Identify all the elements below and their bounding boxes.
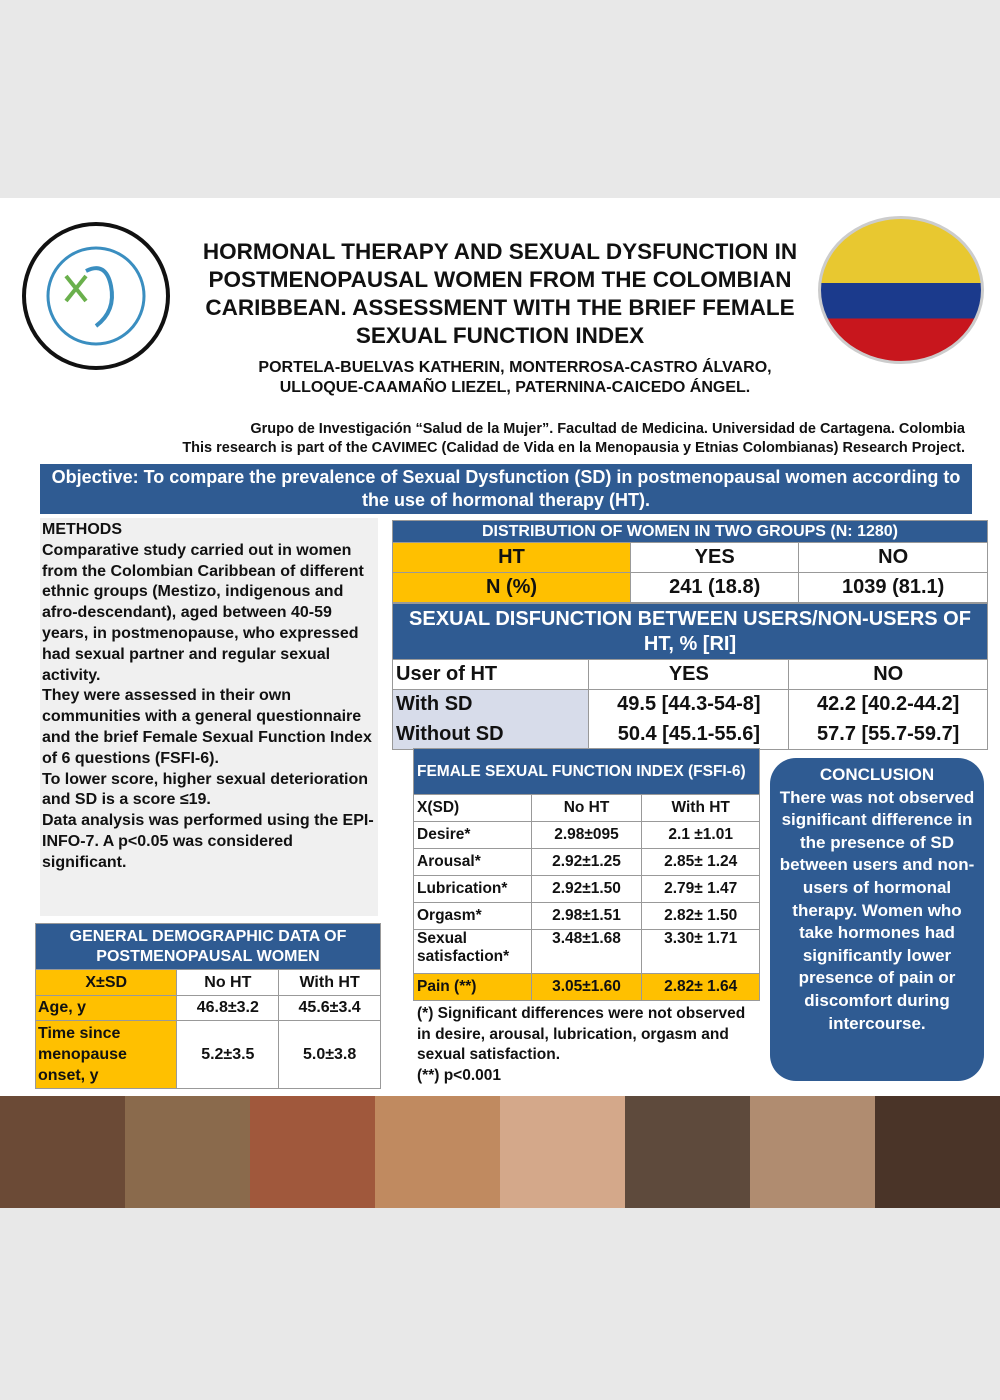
fsfi-heading: FEMALE SEXUAL FUNCTION INDEX (FSFI-6)	[414, 749, 760, 795]
cell: Time since menopause onset, y	[36, 1021, 177, 1089]
cell: 2.1 ±1.01	[642, 822, 760, 849]
cell: 2.82± 1.64	[642, 974, 760, 1001]
authors-line: PORTELA-BUELVAS KATHERIN, MONTERROSA-CASTRO ÁLVARO,	[258, 359, 772, 376]
cell: 2.98±095	[531, 822, 642, 849]
cell: User of HT	[393, 660, 589, 690]
conclusion-heading: CONCLUSION	[819, 765, 935, 784]
cell: Desire*	[414, 822, 532, 849]
methods-text: Data analysis was performed using the EPI-INFO-7. A p<0.05 was considered significant.	[42, 812, 374, 871]
photo	[500, 1096, 625, 1208]
cell: X±SD	[36, 970, 177, 996]
cell: 3.05±1.60	[531, 974, 642, 1001]
cell: With HT	[279, 970, 381, 996]
cell: 45.6±3.4	[279, 996, 381, 1021]
methods-heading: METHODS	[42, 521, 122, 538]
photo	[125, 1096, 250, 1208]
conclusion-text: There was not observed significant difference in the presence of SD between users and non-users of hormonal therapy. Women who take hormones had significantly lower presence of pain or discomfort during intercourse.	[779, 787, 975, 1033]
cell: 57.7 [55.7-59.7]	[789, 720, 988, 750]
methods-text: They were assessed in their own communities with a general questionnaire and the brief Female Sexual Function Index of 6 questions (FSFI-6).	[42, 687, 372, 767]
cell: N (%)	[393, 573, 631, 603]
photo	[375, 1096, 500, 1208]
poster-title: HORMONAL THERAPY AND SEXUAL DYSFUNCTION IN POSTMENOPAUSAL WOMEN FROM THE COLOMBIAN CARIBBEAN. ASSESSMENT WITH THE BRIEF FEMALE SEXUAL FUNCTION INDEX	[202, 239, 798, 348]
demographics-table	[35, 923, 381, 1089]
cell: Sexual satisfaction*	[414, 930, 532, 974]
fsfi-table	[413, 748, 760, 1001]
cell: 3.30± 1.71	[642, 930, 760, 974]
cell: 2.85± 1.24	[642, 849, 760, 876]
cell: 3.48±1.68	[531, 930, 642, 974]
authors-line: ULLOQUE-CAAMAÑO LIEZEL, PATERNINA-CAICEDO ÁNGEL.	[279, 379, 751, 396]
colombian-flag-face-image	[818, 216, 984, 364]
cell: 2.79± 1.47	[642, 876, 760, 903]
conclusion-box	[770, 758, 984, 1081]
cell: 5.0±3.8	[279, 1021, 381, 1089]
sd-heading: SEXUAL DISFUNCTION BETWEEN USERS/NON-USERS OF HT, % [RI]	[393, 604, 988, 660]
cell: Orgasm*	[414, 903, 532, 930]
cell: 2.92±1.25	[531, 849, 642, 876]
photo	[0, 1096, 125, 1208]
authors	[200, 358, 830, 398]
cell: 2.98±1.51	[531, 903, 642, 930]
cell: Age, y	[36, 996, 177, 1021]
cell: X(SD)	[414, 795, 532, 822]
methods-text: To lower score, higher sexual deterioration and SD is a score ≤19.	[42, 770, 369, 809]
distribution-table	[392, 520, 988, 750]
cell: 49.5 [44.3-54-8]	[589, 690, 789, 720]
women-photo-strip	[0, 1096, 1000, 1208]
cell: No HT	[531, 795, 642, 822]
cell: Lubrication*	[414, 876, 532, 903]
cell: Pain (**)	[414, 974, 532, 1001]
cell: YES	[631, 543, 799, 573]
cell: 2.82± 1.50	[642, 903, 760, 930]
cell: 241 (18.8)	[631, 573, 799, 603]
cell: With HT	[642, 795, 760, 822]
objective-banner: Objective: To compare the prevalence of Sexual Dysfunction (SD) in postmenopausal women according to the use of hormonal therapy (HT).	[40, 464, 972, 514]
cell: 46.8±3.2	[177, 996, 279, 1021]
cell: HT	[393, 543, 631, 573]
photo	[875, 1096, 1000, 1208]
demographics-heading: GENERAL DEMOGRAPHIC DATA OF POSTMENOPAUSAL WOMEN	[36, 924, 381, 970]
fsfi-notes	[417, 1004, 757, 1086]
cell: 1039 (81.1)	[799, 573, 988, 603]
cell: Without SD	[393, 720, 589, 750]
methods-text: Comparative study carried out in women from the Colombian Caribbean of different ethnic groups (Mestizo, indigenous and afro-descendant), aged between 40-59 years, in postmenopause, who expressed had sexual partner and regular sexual activity.	[42, 541, 364, 684]
cell: YES	[589, 660, 789, 690]
cell: NO	[799, 543, 988, 573]
poster	[0, 198, 1000, 1208]
photo	[750, 1096, 875, 1208]
salud-de-la-mujer-logo	[22, 222, 170, 370]
methods-section	[40, 518, 378, 916]
note-text: (**) p<0.001	[417, 1066, 502, 1084]
cell: 50.4 [45.1-55.6]	[589, 720, 789, 750]
cell: With SD	[393, 690, 589, 720]
distribution-heading: DISTRIBUTION OF WOMEN IN TWO GROUPS (N: 1280)	[393, 521, 988, 543]
note-text: (*) Significant differences were not observed in desire, arousal, lubrication, orgasm and sexual satisfaction.	[417, 1005, 746, 1063]
affiliation-line: This research is part of the CAVIMEC (Calidad de Vida en la Menopausia y Etnias Colombianas) Research Project.	[182, 440, 965, 456]
cell: 5.2±3.5	[177, 1021, 279, 1089]
cell: 42.2 [40.2-44.2]	[789, 690, 988, 720]
cell: No HT	[177, 970, 279, 996]
cell: NO	[789, 660, 988, 690]
cell: Arousal*	[414, 849, 532, 876]
photo	[250, 1096, 375, 1208]
logo-icon	[26, 226, 166, 366]
cell: 2.92±1.50	[531, 876, 642, 903]
photo	[625, 1096, 750, 1208]
affiliation	[100, 420, 965, 458]
affiliation-line: Grupo de Investigación “Salud de la Mujer”. Facultad de Medicina. Universidad de Cartagena. Colombia	[250, 421, 965, 437]
